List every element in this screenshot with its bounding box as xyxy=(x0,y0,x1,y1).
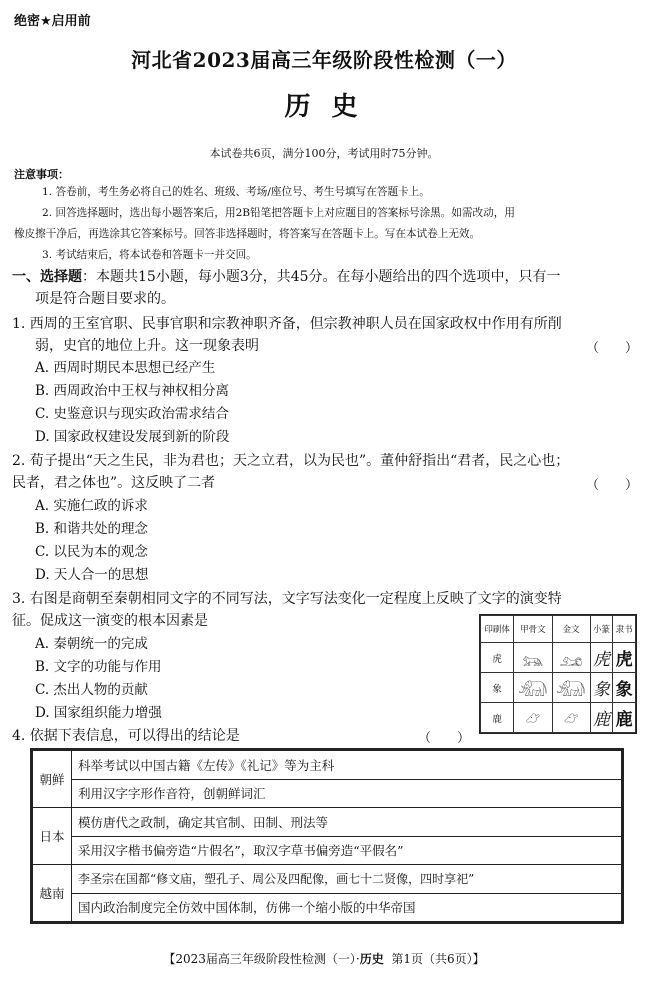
q1-stem: 1. 西周的王室官职、民事官职和宗教神职齐备，但宗教神职人员在国家政权中作用有所削 xyxy=(12,316,562,332)
country-cell: 越南 xyxy=(33,865,72,922)
figure-cell-seal: 象 xyxy=(590,673,613,703)
q3-stem: 3. 右图是商朝至秦朝相同文字的不同写法，文字写法变化一定程度上反映了文字的演变特 xyxy=(12,591,562,607)
figure-cell-print: 象 xyxy=(481,673,514,703)
exam-title: 河北省2023届高三年级阶段性检测（一） xyxy=(131,48,517,72)
section-label: 一、选择题 xyxy=(12,269,82,285)
q4-stem: 4. 依据下表信息，可以得出的结论是 xyxy=(12,728,240,744)
q3-option-b: B. 文字的功能与作用 xyxy=(35,659,162,675)
info-table xyxy=(30,748,624,924)
table-cell: 利用汉字字形作音符，创朝鲜词汇 xyxy=(72,779,622,808)
note-item: 2. 回答选择题时，选出每小题答案后，用2B铅笔把答题卡上对应题目的答案标号涂黑。如需改动，用 xyxy=(42,207,515,219)
figure-cell-clerical: 鹿 xyxy=(613,703,636,733)
figure-cell-clerical: 虎 xyxy=(613,643,636,673)
figure-cell-oracle: 𓃰 xyxy=(514,673,552,703)
confidential-mark: 绝密★启用前 xyxy=(14,14,91,29)
figure-header: 金文 xyxy=(552,616,590,643)
note-item: 1. 答卷前，考生务必将自己的姓名、班级、考场/座位号、考生号填写在答题卡上。 xyxy=(42,186,430,198)
q2-option-a: A. 实施仁政的诉求 xyxy=(35,498,148,514)
answer-paren: （ ） xyxy=(418,731,471,746)
table-cell: 国内政治制度完全仿效中国体制，仿佛一个缩小版的中华帝国 xyxy=(72,893,622,922)
footer-subject: 历史 xyxy=(359,952,384,966)
q2-option-c: C. 以民为本的观念 xyxy=(35,544,148,560)
footer-left: 【2023届高三年级阶段性检测（一）· xyxy=(163,952,360,966)
answer-paren: （ ） xyxy=(586,478,639,493)
q1-stem-text: 弱，史官的地位上升。这一现象表明 xyxy=(35,338,259,354)
table-cell: 科举考试以中国古籍《左传》《礼记》等为主科 xyxy=(72,751,622,780)
q1-stem-2 xyxy=(35,335,635,357)
figure-header: 印刷体 xyxy=(481,616,514,643)
q1-option-c: C. 史鉴意识与现实政治需求结合 xyxy=(35,406,229,422)
section-heading xyxy=(12,266,638,288)
table-cell: 模仿唐代之政制，确定其官制、田制、刑法等 xyxy=(72,808,622,837)
character-evolution-figure xyxy=(479,614,637,734)
figure-cell-print: 鹿 xyxy=(481,703,514,733)
figure-cell-oracle: 𓃿 xyxy=(514,703,552,733)
subject-title: 历 史 xyxy=(284,92,364,122)
note-item: 3. 考试结束后，将本试卷和答题卡一并交回。 xyxy=(42,249,257,261)
figure-header: 隶书 xyxy=(613,616,636,643)
answer-paren: （ ） xyxy=(586,341,639,356)
q3-option-c: C. 杰出人物的贡献 xyxy=(35,682,148,698)
figure-cell-seal: 虎 xyxy=(590,643,613,673)
q1-option-d: D. 国家政权建设发展到新的阶段 xyxy=(35,429,230,445)
exam-info: 本试卷共6页，满分100分，考试用时75分钟。 xyxy=(209,147,439,160)
note-item: 橡皮擦干净后，再选涂其它答案标号。回答非选择题时，将答案写在答题卡上。写在本试卷上无效。 xyxy=(14,228,481,240)
section-desc: ：本题共15小题，每小题3分，共45分。在每小题给出的四个选项中，只有一 xyxy=(82,269,561,285)
figure-header: 小篆 xyxy=(590,616,613,643)
q1-option-a: A. 西周时期民本思想已经产生 xyxy=(35,360,216,376)
q1-option-b: B. 西周政治中王权与神权相分离 xyxy=(35,383,230,399)
figure-header: 甲骨文 xyxy=(514,616,552,643)
q2-stem-2: 民者，君之体也”。这反映了二者 xyxy=(12,475,216,491)
figure-cell-oracle: 𓃬 xyxy=(514,643,552,673)
country-cell: 朝鲜 xyxy=(33,751,72,808)
country-cell: 日本 xyxy=(33,808,72,865)
figure-cell-seal: 鹿 xyxy=(590,703,613,733)
q2-option-b: B. 和谐共处的理念 xyxy=(35,521,149,537)
table-cell: 采用汉字楷书偏旁造“片假名”，取汉字草书偏旁造“平假名” xyxy=(72,836,622,865)
q3-option-a: A. 秦朝统一的完成 xyxy=(35,636,148,652)
q3-stem-2: 征。促成这一演变的根本因素是 xyxy=(12,613,208,629)
table-cell: 李圣宗在国都“修文庙，塑孔子、周公及四配像，画七十二贤像，四时享祀” xyxy=(72,865,622,894)
notes-heading: 注意事项： xyxy=(14,168,69,181)
q2-option-d: D. 天人合一的思想 xyxy=(35,567,149,583)
page-footer xyxy=(0,950,648,967)
section-desc-2: 项是符合题目要求的。 xyxy=(35,291,175,307)
q2-stem: 2. 荀子提出“天之生民，非为君也；天之立君，以为民也”。董仲舒指出“君者，民之心也； xyxy=(12,453,570,469)
figure-cell-bronze: 𓃭 xyxy=(552,643,590,673)
figure-cell-bronze: 𓃿 xyxy=(552,703,590,733)
figure-cell-clerical: 象 xyxy=(613,673,636,703)
figure-cell-bronze: 𓃰 xyxy=(552,673,590,703)
figure-cell-print: 虎 xyxy=(481,643,514,673)
q3-option-d: D. 国家组织能力增强 xyxy=(35,705,162,721)
footer-right: 第1页（共6页）】 xyxy=(391,952,485,966)
